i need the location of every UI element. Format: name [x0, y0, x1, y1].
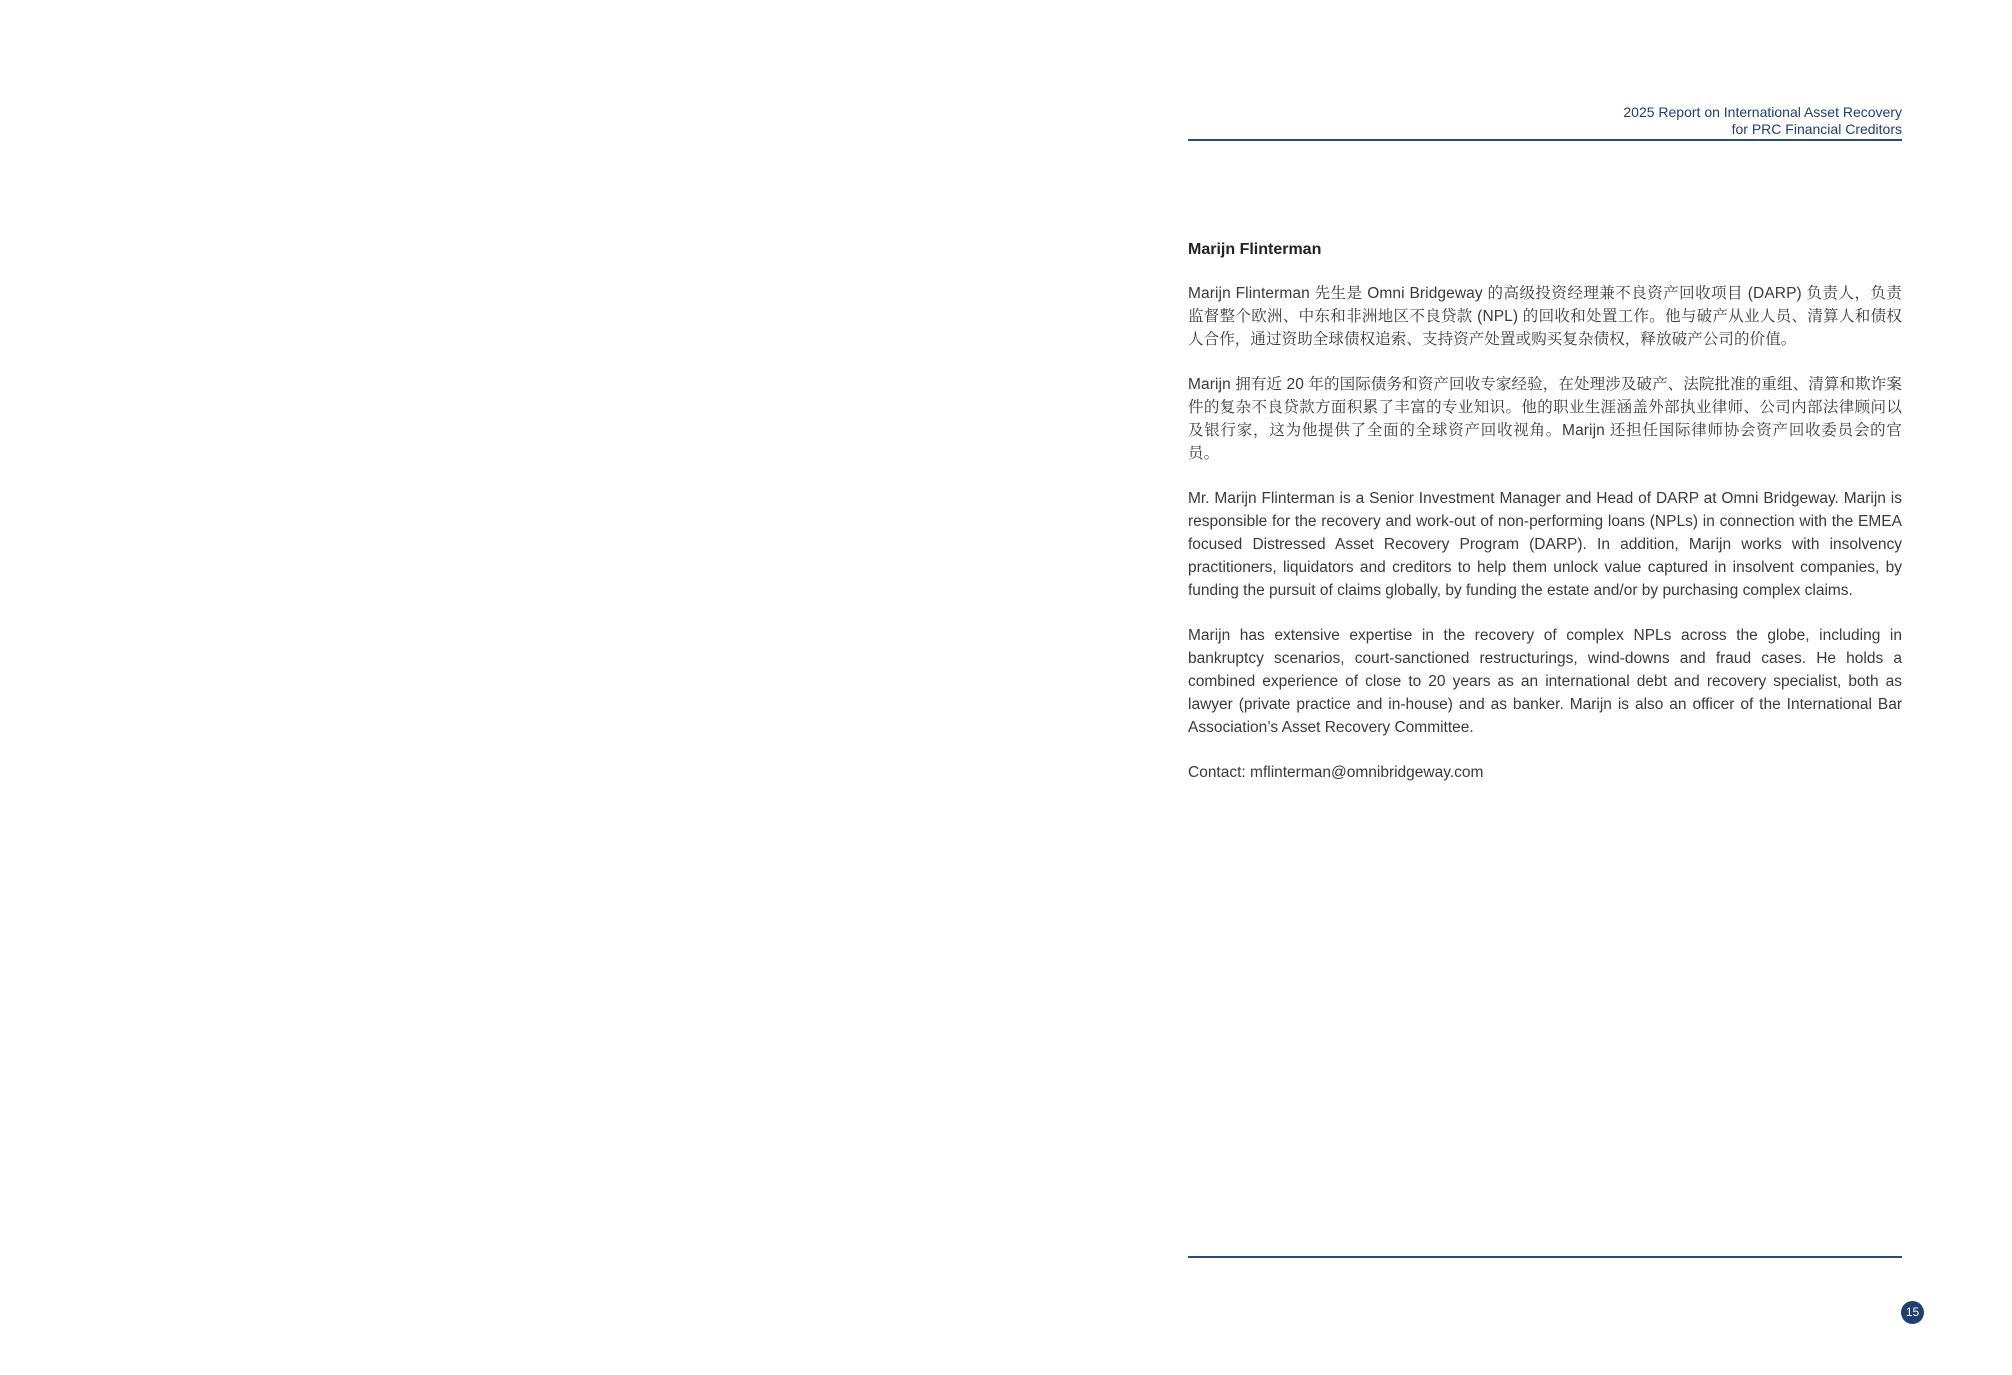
bio-en-paragraph-1: Mr. Marijn Flinterman is a Senior Investment Manager and Head of DARP at Omni Bridgeway. Marijn is responsible for the recovery and work-out of non-performing loans (NPLs) in connection with the EMEA focused Distressed Asset Recovery Program (DARP). In addition, Marijn works with insolvency practitioners, liquidators and creditors to help them unlock value captured in insolvent companies, by funding the pursuit of claims globally, by funding the estate and/or by purchasing complex claims.: [1188, 490, 1902, 599]
running-header: [1188, 104, 1902, 138]
bio-zh-paragraph-2: Marijn 拥有近 20 年的国际债务和资产回收专家经验，在处理涉及破产、法院批准的重组、清算和欺诈案件的复杂不良贷款方面积累了丰富的专业知识。他的职业生涯涵盖外部执业律师、公司内部法律顾问以及银行家，这为他提供了全面的全球资产回收视角。Marijn 还担任国际律师协会资产回收委员会的官员。: [1188, 376, 1902, 462]
header-title-line-1: 2025 Report on International Asset Recovery: [1623, 104, 1902, 120]
header-title-line-2: for PRC Financial Creditors: [1731, 121, 1902, 137]
profile-section: [1188, 238, 1902, 784]
header-divider: [1188, 139, 1902, 141]
footer-divider: [1188, 1256, 1902, 1258]
person-name: Marijn Flinterman: [1188, 241, 1322, 258]
contact-email: Contact: mflinterman@omnibridgeway.com: [1188, 764, 1484, 781]
bio-zh-paragraph-1: Marijn Flinterman 先生是 Omni Bridgeway 的高级投资经理兼不良资产回收项目 (DARP) 负责人，负责监督整个欧洲、中东和非洲地区不良贷款 (NPL) 的回收和处置工作。他与破产从业人员、清算人和债权人合作，通过资助全球债权追索、支持资产处置或购买复杂债权，释放破产公司的价值。: [1188, 285, 1902, 348]
bio-en-paragraph-2: Marijn has extensive expertise in the recovery of complex NPLs across the globe, including in bankruptcy scenarios, court-sanctioned restructurings, wind-downs and fraud cases. He holds a combined experience of close to 20 years as an international debt and recovery specialist, both as lawyer (private practice and in-house) and as banker. Marijn is also an officer of the International Bar Association’s Asset Recovery Committee.: [1188, 627, 1902, 736]
page-number-badge: 15: [1901, 1301, 1924, 1324]
